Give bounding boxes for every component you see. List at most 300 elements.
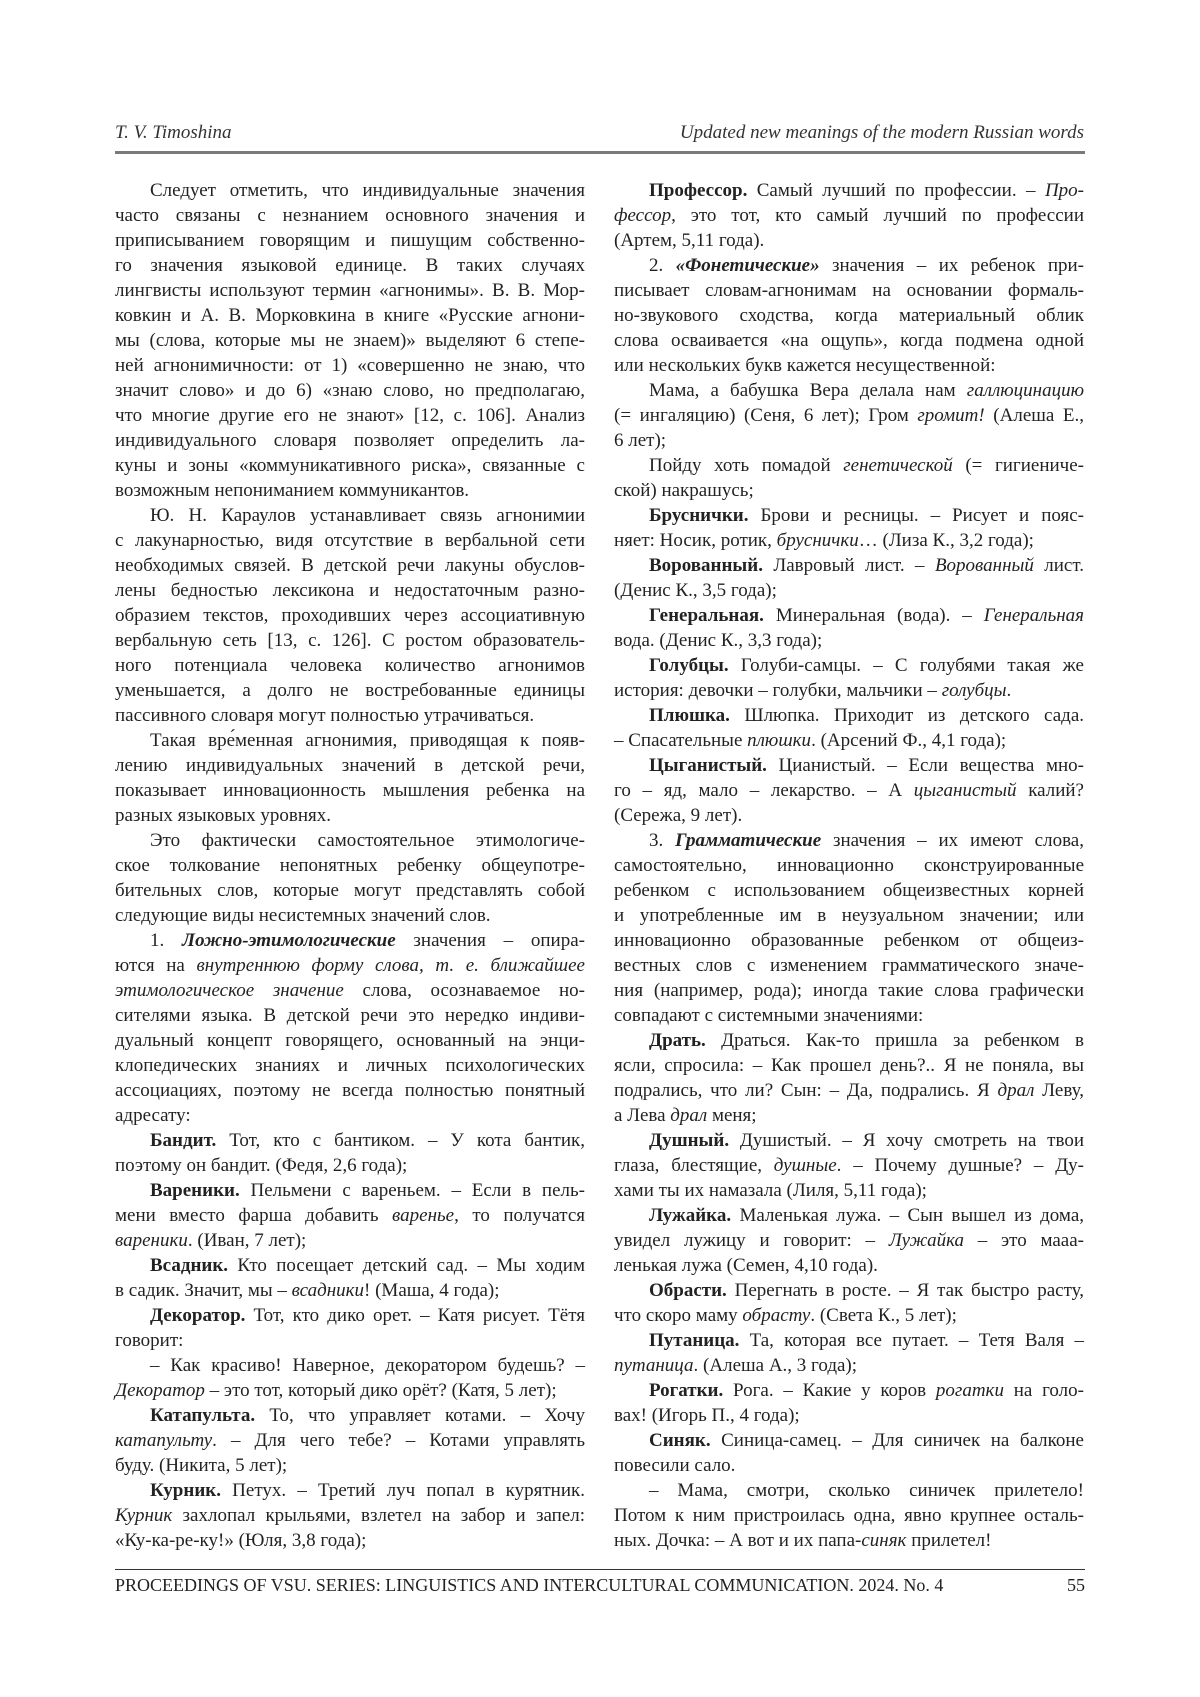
text-line xyxy=(614,1528,1084,1553)
text-run: Брови и ресницы. – Рисует и пояс- xyxy=(748,505,1084,526)
text-run: возможным непониманием коммуникантов. xyxy=(115,480,469,501)
emphasized-text: Декоратор xyxy=(115,1380,205,1401)
text-run: (Алеша Е., xyxy=(985,405,1084,426)
text-line xyxy=(614,1078,1084,1103)
text-line xyxy=(614,1003,1084,1028)
text-run: вестных слов с изменением грамматического значе- xyxy=(614,955,1084,976)
text-line xyxy=(115,828,585,853)
text-run: Синица-самец. – Для синичек на балконе xyxy=(711,1430,1084,1451)
text-run: (= гигиениче- xyxy=(953,455,1084,476)
text-run: Перегнать в росте. – Я так быстро расту, xyxy=(727,1280,1084,1301)
entry-headword: Ворованный. xyxy=(649,555,763,576)
paragraph xyxy=(614,1278,1084,1328)
text-run: что многие другие его не знают» [12, с. 106]. Анализ xyxy=(115,405,585,426)
paragraph xyxy=(614,378,1084,453)
right-column xyxy=(614,178,1084,1553)
text-line xyxy=(614,178,1084,203)
text-run: вербальную сеть [13, с. 126]. С ростом образователь- xyxy=(115,630,585,651)
text-line xyxy=(614,628,1084,653)
emphasized-text: путаница xyxy=(614,1355,694,1376)
text-line xyxy=(115,1303,585,1328)
text-line xyxy=(115,928,585,953)
emphasized-text: драл xyxy=(670,1105,707,1126)
text-run: ного потенциала человека количество агнонимов xyxy=(115,655,585,676)
text-line xyxy=(115,703,585,728)
text-run: Драться. Как-то пришла за ребенком в xyxy=(706,1030,1084,1051)
text-line xyxy=(614,1428,1084,1453)
text-run: Кто посещает детский сад. – Мы ходим xyxy=(228,1255,585,1276)
text-run: приписыванием говорящим и пишущим собственно- xyxy=(115,230,585,251)
text-line xyxy=(115,878,585,903)
left-column xyxy=(115,178,585,1553)
text-line xyxy=(614,903,1084,928)
text-run: Это фактически самостоятельное этимологиче- xyxy=(150,830,585,851)
emphasized-text: плюшки xyxy=(747,730,811,751)
paragraph xyxy=(614,603,1084,653)
text-run: ясли, спросила: – Как прошел день?.. Я не поняла, вы xyxy=(614,1055,1084,1076)
text-run: на голо- xyxy=(1004,1380,1084,1401)
text-run: вах! (Игорь П., 4 года); xyxy=(614,1405,800,1426)
text-run: калий? xyxy=(1017,780,1084,801)
text-line xyxy=(614,1053,1084,1078)
text-run: лингвисты используют термин «агнонимы». В. В. Мор- xyxy=(115,280,585,301)
paragraph xyxy=(115,1403,585,1478)
paragraph xyxy=(614,553,1084,603)
text-run: говорит: xyxy=(115,1330,183,1351)
entry-headword: Генеральная. xyxy=(649,605,764,626)
text-line xyxy=(115,1078,585,1103)
text-run: прилетел! xyxy=(906,1530,991,1551)
emphasized-text: Генеральная xyxy=(984,605,1084,626)
text-line xyxy=(614,1478,1084,1503)
text-run: бительных слов, которые могут представлять собой xyxy=(115,880,585,901)
paragraph xyxy=(115,1178,585,1253)
text-line xyxy=(115,628,585,653)
paragraph xyxy=(614,1203,1084,1278)
text-line xyxy=(115,353,585,378)
text-line xyxy=(115,1228,585,1253)
text-line xyxy=(614,253,1084,278)
paragraph xyxy=(614,1428,1084,1478)
text-run: Душистый. – Я хочу смотреть на твои xyxy=(729,1130,1084,1151)
paragraph xyxy=(614,753,1084,828)
paragraph xyxy=(614,828,1084,1028)
text-run: образием текстов, проходивших через ассоциативную xyxy=(115,605,585,626)
text-run: ней агнонимичности: от 1) «совершенно не знаю, что xyxy=(115,355,585,376)
footer xyxy=(115,1574,1085,1596)
paragraph xyxy=(115,1128,585,1178)
text-line xyxy=(614,1353,1084,1378)
text-run: клопедических знаниях и личных психологических xyxy=(115,1055,585,1076)
text-run: часто связаны с незнанием основного значения и xyxy=(115,205,585,226)
text-line xyxy=(614,1028,1084,1053)
text-run: 6 лет); xyxy=(614,430,666,451)
text-line xyxy=(115,503,585,528)
text-run: значения – их имеют слова, xyxy=(821,830,1084,851)
paragraph xyxy=(115,1303,585,1353)
text-run: Пойду хоть помадой xyxy=(649,455,843,476)
paragraph xyxy=(614,1028,1084,1128)
text-line xyxy=(614,1228,1084,1253)
text-run: Минеральная (вода). – xyxy=(764,605,984,626)
text-line xyxy=(115,653,585,678)
text-run: Та, которая все путает. – Тетя Валя – xyxy=(739,1330,1084,1351)
paragraph xyxy=(115,1353,585,1403)
running-header-title: Updated new meanings of the modern Russian words xyxy=(680,122,1084,144)
text-run: Пельмени с вареньем. – Если в пель- xyxy=(240,1180,585,1201)
paragraph xyxy=(614,703,1084,753)
text-line xyxy=(115,1403,585,1428)
text-run: – Мама, смотри, сколько синичек прилетело! xyxy=(649,1480,1084,1501)
paragraph xyxy=(115,728,585,828)
emphasized-text: всадники xyxy=(292,1280,364,1301)
text-run: а Лева xyxy=(614,1105,670,1126)
text-run: Голуби-самцы. – С голубями такая же xyxy=(729,655,1084,676)
text-run: мени вместо фарша добавить xyxy=(115,1205,392,1226)
text-run: Шлюпка. Приходит из детского сада. xyxy=(730,705,1084,726)
entry-headword: Голубцы. xyxy=(649,655,729,676)
text-run: адресату: xyxy=(115,1105,191,1126)
entry-headword: Декоратор. xyxy=(150,1305,245,1326)
entry-headword: Лужайка. xyxy=(649,1205,731,1226)
text-line xyxy=(115,553,585,578)
text-run: ское толкование непонятных ребенку общеупотре- xyxy=(115,855,585,876)
text-run: повесили сало. xyxy=(614,1455,735,1476)
emphasized-text: цыганистый xyxy=(914,780,1017,801)
text-run: лению индивидуальных значений в детской речи, xyxy=(115,755,585,776)
text-run: ния (например, рода); иногда такие слова графически xyxy=(614,980,1084,1001)
entry-headword: Профессор. xyxy=(649,180,747,201)
text-run: меня; xyxy=(707,1105,756,1126)
emphasized-text: обрасту xyxy=(742,1305,810,1326)
text-run: 3. xyxy=(649,830,675,851)
text-line xyxy=(115,1153,585,1178)
text-line xyxy=(115,378,585,403)
paragraph xyxy=(614,1478,1084,1553)
text-run: лены бедностью лексикона и недостаточным разно- xyxy=(115,580,585,601)
text-run: буду. (Никита, 5 лет); xyxy=(115,1455,287,1476)
text-line xyxy=(614,653,1084,678)
text-line xyxy=(614,1453,1084,1478)
text-line xyxy=(115,1203,585,1228)
text-line xyxy=(614,478,1084,503)
page-number: 55 xyxy=(1067,1574,1085,1596)
emphasized-text: Курник xyxy=(115,1505,172,1526)
text-run: пассивного словаря могут полностью утрачиваться. xyxy=(115,705,534,726)
text-line xyxy=(115,453,585,478)
text-line xyxy=(115,1103,585,1128)
text-line xyxy=(614,928,1084,953)
text-run: Тот, кто с бантиком. – У кота бантик, xyxy=(216,1130,585,1151)
paragraph xyxy=(115,828,585,928)
text-run: следующие виды несистемных значений слов. xyxy=(115,905,491,926)
text-run: . – Почему душные? – Ду- xyxy=(837,1155,1084,1176)
text-run: хами ты их намазала (Лиля, 5,11 года); xyxy=(614,1180,927,1201)
entry-headword: Курник. xyxy=(150,1480,221,1501)
text-line xyxy=(614,228,1084,253)
emphasized-text: катапульту xyxy=(115,1430,212,1451)
text-line xyxy=(614,603,1084,628)
text-line xyxy=(115,1028,585,1053)
text-line xyxy=(115,278,585,303)
entry-headword: Обрасти. xyxy=(649,1280,727,1301)
paragraph xyxy=(115,928,585,1128)
paragraph xyxy=(614,453,1084,503)
text-line xyxy=(614,953,1084,978)
text-line xyxy=(614,703,1084,728)
text-run: захлопал крыльями, взлетел на забор и запел: xyxy=(172,1505,585,1526)
text-run: и употребленные им в неузуальном значении; или xyxy=(614,905,1084,926)
text-line xyxy=(614,853,1084,878)
text-run: инновационно образованные ребенком от общеиз- xyxy=(614,930,1084,951)
entry-headword: Рогатки. xyxy=(649,1380,723,1401)
text-run: . – Для чего тебе? – Котами управлять xyxy=(212,1430,585,1451)
emphasized-text: Ложно-этимологические xyxy=(182,930,396,951)
text-run: значит слово» и до 6) «знаю слово, но предполагаю, xyxy=(115,380,585,401)
text-line xyxy=(614,1378,1084,1403)
emphasized-text: бруснички xyxy=(777,530,859,551)
text-line xyxy=(614,878,1084,903)
journal-name: PROCEEDINGS OF VSU. SERIES: LINGUISTICS AND INTERCULTURAL COMMUNICATION. 2024. No. 4 xyxy=(115,1574,943,1596)
paragraph xyxy=(614,653,1084,703)
text-run: . xyxy=(1007,680,1012,701)
text-run: подрались, что ли? Сын: – Да, подрались. Я xyxy=(614,1080,997,1101)
text-run: Лавровый лист. – xyxy=(763,555,935,576)
text-line xyxy=(614,328,1084,353)
text-line xyxy=(115,1428,585,1453)
text-run: писывает словам-агнонимам на основании формаль- xyxy=(614,280,1084,301)
paragraph xyxy=(115,1253,585,1303)
text-run: (Артем, 5,11 года). xyxy=(614,230,764,251)
text-run: … (Лиза К., 3,2 года); xyxy=(859,530,1034,551)
entry-headword: Синяк. xyxy=(649,1430,711,1451)
emphasized-text: громит! xyxy=(917,405,984,426)
emphasized-text: внутреннюю форму слова, т. е. ближайшее xyxy=(196,955,585,976)
text-run: что скоро маму xyxy=(614,1305,742,1326)
text-line xyxy=(614,578,1084,603)
text-line xyxy=(614,1328,1084,1353)
text-line xyxy=(614,528,1084,553)
text-run: разных языковых уровнях. xyxy=(115,805,331,826)
text-line xyxy=(614,503,1084,528)
text-line xyxy=(115,1478,585,1503)
text-run: го значения языковой единице. В таких случаях xyxy=(115,255,585,276)
text-line xyxy=(115,578,585,603)
text-line xyxy=(614,803,1084,828)
text-run: ! (Маша, 4 года); xyxy=(364,1280,500,1301)
paragraph xyxy=(614,1128,1084,1203)
text-run: Тот, кто дико орет. – Катя рисует. Тётя xyxy=(245,1305,585,1326)
text-run: поэтому он бандит. (Федя, 2,6 года); xyxy=(115,1155,407,1176)
emphasized-text: «Фонетические» xyxy=(676,255,820,276)
text-run: Петух. – Третий луч попал в курятник. xyxy=(221,1480,585,1501)
text-run: Самый лучший по профессии. – xyxy=(747,180,1045,201)
text-run: Маленькая лужа. – Сын вышел из дома, xyxy=(731,1205,1084,1226)
text-run: , это тот, кто самый лучший по профессии xyxy=(671,205,1084,226)
text-run: . (Иван, 7 лет); xyxy=(188,1230,306,1251)
text-run: – это мааа- xyxy=(964,1230,1084,1251)
text-run: история: девочки – голубки, мальчики – xyxy=(614,680,942,701)
text-line xyxy=(115,203,585,228)
text-run: ковкин и А. В. Морковкина в книге «Русские агнони- xyxy=(115,305,585,326)
text-line xyxy=(614,1403,1084,1428)
text-line xyxy=(115,1178,585,1203)
text-line xyxy=(115,328,585,353)
text-run: Следует отметить, что индивидуальные значения xyxy=(150,180,585,201)
text-run: увидел лужицу и говорит: – xyxy=(614,1230,889,1251)
text-line xyxy=(115,953,585,978)
text-line xyxy=(115,1528,585,1553)
paragraph xyxy=(614,1328,1084,1378)
emphasized-text: Лужайка xyxy=(889,1230,964,1251)
text-run: показывает инновационность мышления ребенка на xyxy=(115,780,585,801)
text-run: (Денис К., 3,5 года); xyxy=(614,580,777,601)
text-run: Такая вре́менная агнонимия, приводящая к появ- xyxy=(150,730,585,751)
text-line xyxy=(115,728,585,753)
text-line xyxy=(115,303,585,328)
emphasized-text: вареники xyxy=(115,1230,188,1251)
text-line xyxy=(614,1103,1084,1128)
text-run: – Как красиво! Наверное, декоратором будешь? – xyxy=(150,1355,585,1376)
text-line xyxy=(614,303,1084,328)
text-run: значения – опира- xyxy=(396,930,585,951)
text-run: ных. Дочка: – А вот и их папа- xyxy=(614,1530,861,1551)
text-run: дуальный концепт говорящего, основанный на энци- xyxy=(115,1030,585,1051)
text-line xyxy=(614,1253,1084,1278)
text-run: мы (слова, которые мы не знаем)» выделяют 6 степе- xyxy=(115,330,585,351)
text-line xyxy=(115,903,585,928)
entry-headword: Плюшка. xyxy=(649,705,730,726)
text-line xyxy=(115,253,585,278)
text-line xyxy=(115,1278,585,1303)
emphasized-text: душные xyxy=(774,1155,837,1176)
text-run: Ю. Н. Караулов устанавливает связь агнонимии xyxy=(150,505,585,526)
emphasized-text: драл xyxy=(997,1080,1034,1101)
emphasized-text: галлюцинацию xyxy=(967,380,1084,401)
text-line xyxy=(115,228,585,253)
text-line xyxy=(115,753,585,778)
emphasized-text: рогатки xyxy=(936,1380,1004,1401)
text-run: – Спасательные xyxy=(614,730,747,751)
text-run: , то получатся xyxy=(454,1205,585,1226)
text-line xyxy=(614,1128,1084,1153)
text-run: Леву, xyxy=(1034,1080,1084,1101)
text-line xyxy=(614,1303,1084,1328)
text-run: совпадают с системными значениями: xyxy=(614,1005,923,1026)
text-line xyxy=(115,403,585,428)
header-divider xyxy=(115,151,1085,154)
text-run: или нескольких букв кажется несущественной: xyxy=(614,355,996,376)
text-run: Цианистый. – Если вещества мно- xyxy=(767,755,1084,776)
text-line xyxy=(614,828,1084,853)
text-line xyxy=(115,978,585,1003)
footer-divider xyxy=(115,1569,1085,1570)
text-line xyxy=(115,1503,585,1528)
text-line xyxy=(115,678,585,703)
text-run: необходимых связей. В детской речи лакуны обуслов- xyxy=(115,555,585,576)
text-line xyxy=(614,453,1084,478)
text-run: индивидуального словаря позволяет определить ла- xyxy=(115,430,585,451)
text-run: но-звукового сходства, когда материальный облик xyxy=(614,305,1084,326)
emphasized-text: синяк xyxy=(861,1530,906,1551)
text-line xyxy=(614,403,1084,428)
text-line xyxy=(614,678,1084,703)
text-run: Потом к ним пристроилась одна, явно крупнее осталь- xyxy=(614,1505,1084,1526)
text-run: – это тот, который дико орёт? (Катя, 5 лет); xyxy=(205,1380,557,1401)
text-line xyxy=(115,603,585,628)
text-line xyxy=(614,1178,1084,1203)
paragraph xyxy=(614,503,1084,553)
text-run: 1. xyxy=(150,930,182,951)
text-run: вода. (Денис К., 3,3 года); xyxy=(614,630,822,651)
text-line xyxy=(115,853,585,878)
text-run: го – яд, мало – лекарство. – А xyxy=(614,780,914,801)
text-run: . (Алеша А., 3 года); xyxy=(694,1355,857,1376)
text-run: Рога. – Какие у коров xyxy=(723,1380,936,1401)
paragraph xyxy=(115,178,585,503)
entry-headword: Бруснички. xyxy=(649,505,748,526)
text-line xyxy=(115,1453,585,1478)
text-run: уменьшается, а долго не востребованные единицы xyxy=(115,680,585,701)
text-line xyxy=(614,428,1084,453)
text-run: ской) накрашусь; xyxy=(614,480,754,501)
text-line xyxy=(115,428,585,453)
emphasized-text: фессор xyxy=(614,205,671,226)
paragraph xyxy=(115,503,585,728)
emphasized-text: Про- xyxy=(1045,180,1084,201)
entry-headword: Бандит. xyxy=(150,1130,216,1151)
text-run: (= ингаляцию) (Сеня, 6 лет); Гром xyxy=(614,405,917,426)
text-line xyxy=(115,478,585,503)
emphasized-text: Грамматические xyxy=(675,830,821,851)
text-line xyxy=(115,528,585,553)
entry-headword: Цыганистый. xyxy=(649,755,767,776)
text-run: (Сережа, 9 лет). xyxy=(614,805,742,826)
entry-headword: Вареники. xyxy=(150,1180,240,1201)
entry-headword: Катапульта. xyxy=(150,1405,255,1426)
text-line xyxy=(614,753,1084,778)
text-run: слова, осознаваемое но- xyxy=(344,980,585,1001)
text-run: ются на xyxy=(115,955,196,976)
text-run: 2. xyxy=(649,255,676,276)
text-line xyxy=(115,178,585,203)
text-line xyxy=(614,1503,1084,1528)
text-run: сителями языка. В детской речи это нередко индиви- xyxy=(115,1005,585,1026)
text-line xyxy=(614,1278,1084,1303)
text-line xyxy=(614,728,1084,753)
text-run: няет: Носик, ротик, xyxy=(614,530,777,551)
text-line xyxy=(614,203,1084,228)
text-run: самостоятельно, инновационно сконструированные xyxy=(614,855,1084,876)
text-run: ленькая лужа (Семен, 4,10 года). xyxy=(614,1255,878,1276)
text-run: ребенком с использованием общеизвестных корней xyxy=(614,880,1084,901)
text-line xyxy=(115,1253,585,1278)
paragraph xyxy=(614,178,1084,253)
text-run: ассоциациях, поэтому не всегда полностью понятный xyxy=(115,1080,585,1101)
text-line xyxy=(614,778,1084,803)
emphasized-text: этимологическое значение xyxy=(115,980,344,1001)
paragraph xyxy=(115,1478,585,1553)
text-line xyxy=(115,1003,585,1028)
text-line xyxy=(115,778,585,803)
text-run: значения – их ребенок при- xyxy=(820,255,1084,276)
entry-headword: Всадник. xyxy=(150,1255,228,1276)
text-line xyxy=(614,278,1084,303)
text-line xyxy=(115,1053,585,1078)
emphasized-text: голубцы xyxy=(942,680,1007,701)
paragraph xyxy=(614,1378,1084,1428)
text-run: Мама, а бабушка Вера делала нам xyxy=(649,380,967,401)
